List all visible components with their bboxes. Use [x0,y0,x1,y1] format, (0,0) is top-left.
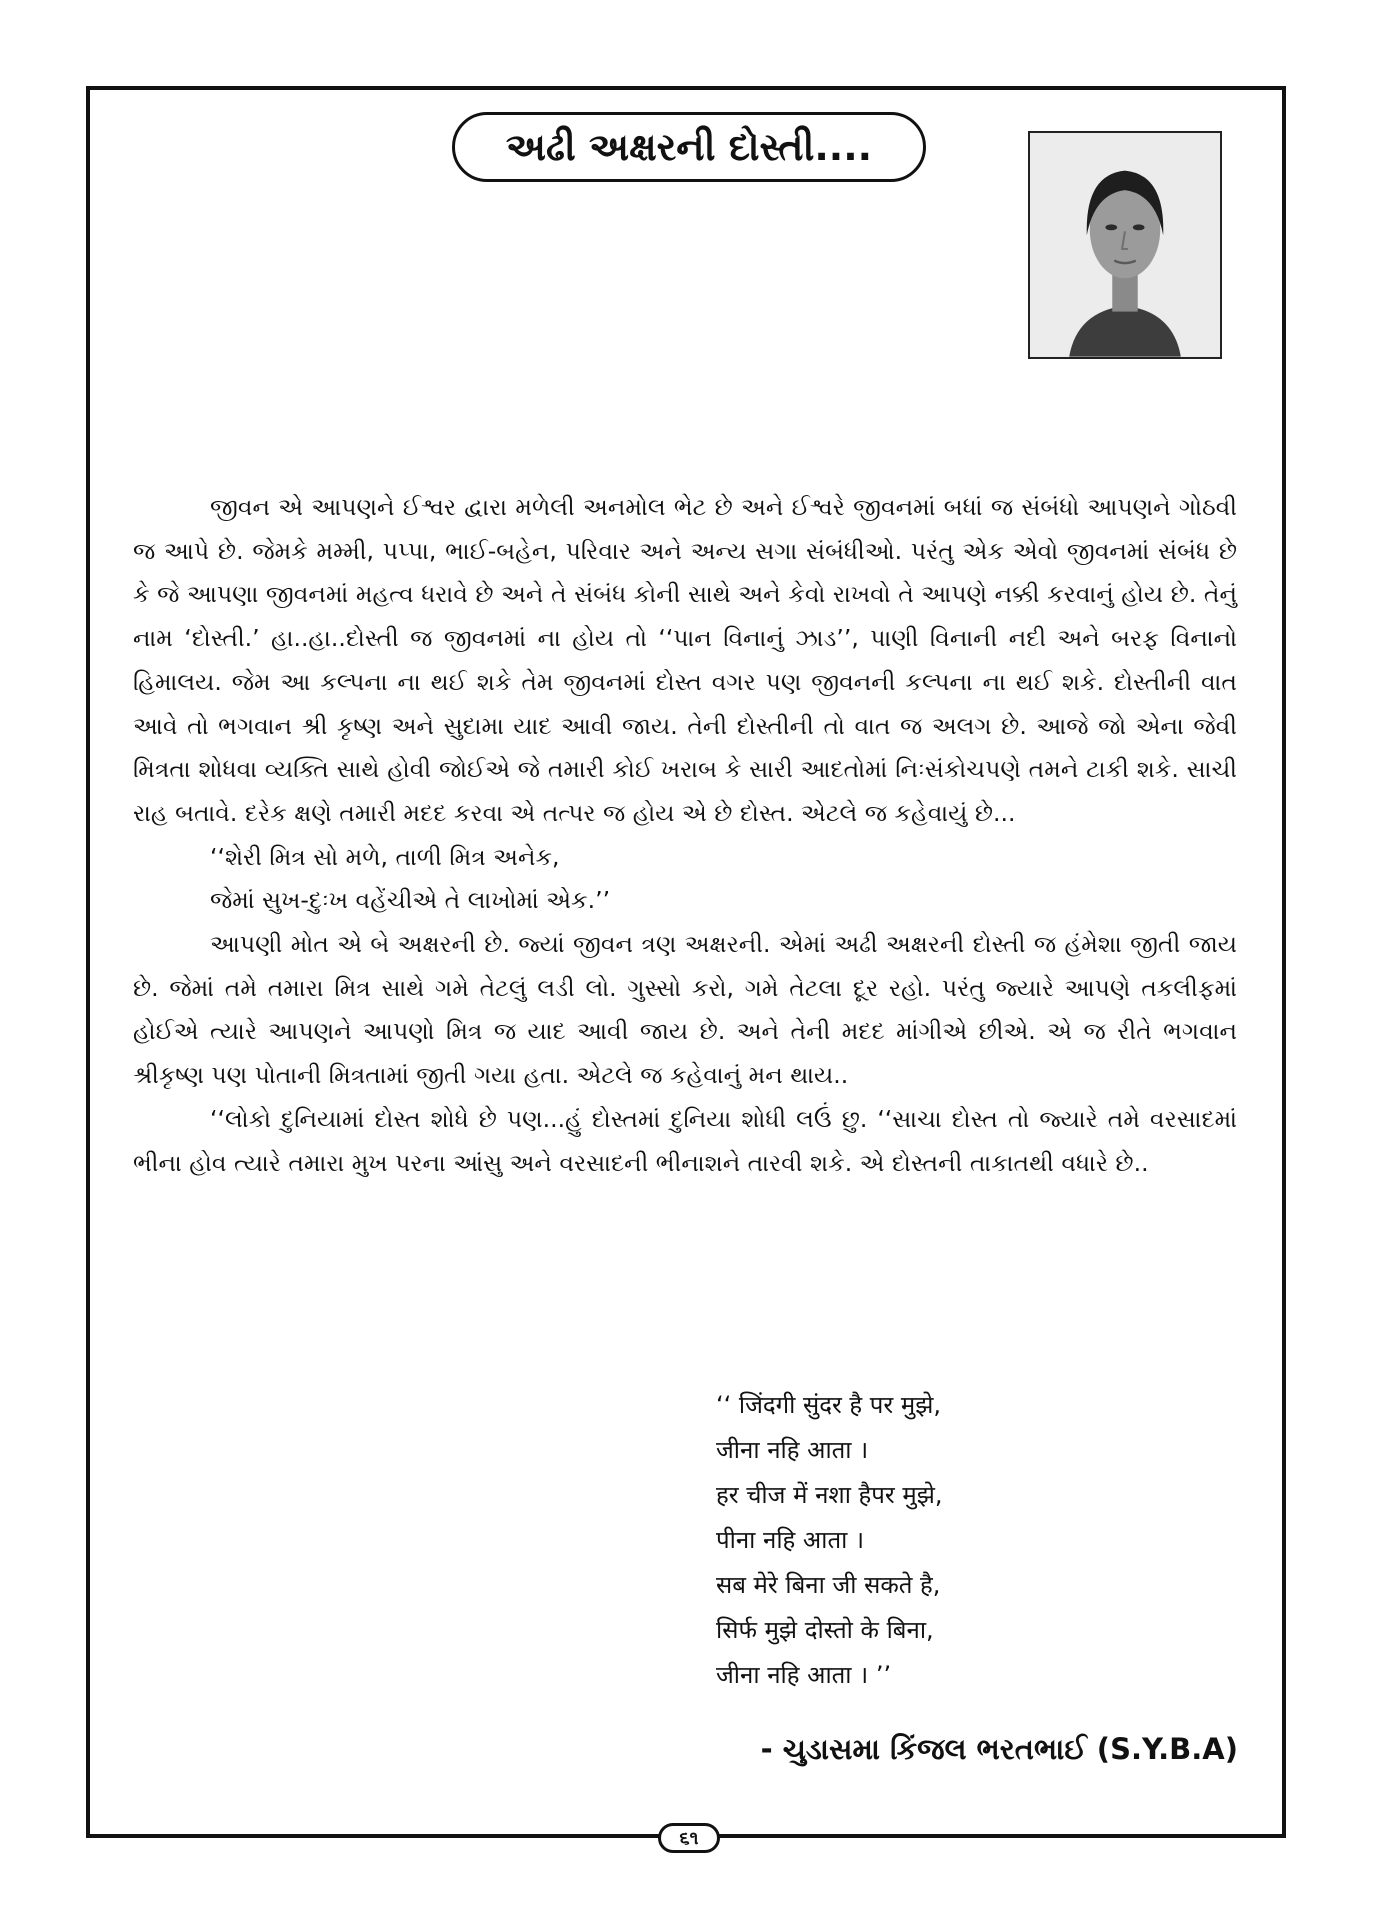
author-signature: - ચુડાસમા કિંજલ ભરતભાઈ (S.Y.B.A) [760,1732,1238,1766]
paragraph-1: જીવન એ આપણને ઈશ્વર દ્વારા મળેલી અનમોલ ભેટ છે અને ઈશ્વરે જીવનમાં બધાં જ સંબંધો આપણને ગોઠવી જ આપે છે. જેમકે મમ્મી, પપ્પા, ભાઈ-બહેન, પરિવાર અને અન્ય સગા સંબંધીઓ. પરંતુ એક એવો જીવનમાં સંબંધ છે કે જે આપણા જીવનમાં મહત્વ ધરાવે છે અને તે સંબંધ કોની સાથે અને કેવો રાખવો તે આપણે નક્કી કરવાનું હોય છે. તેનું નામ ‘દોસ્તી.’ હા..હા..દોસ્તી જ જીવનમાં ના હોય તો ‘‘પાન વિનાનું ઝાડ’’, પાણી વિનાની નદી અને બરફ વિનાનો હિમાલય. જેમ આ કલ્પના ના થઈ શકે તેમ જીવનમાં દોસ્ત વગર પણ જીવનની કલ્પના ના થઈ શકે. દોસ્તીની વાત આવે તો ભગવાન શ્રી કૃષ્ણ અને સુદામા યાદ આવી જાય. તેની દોસ્તીની તો વાત જ અલગ છે. આજે જો એના જેવી મિત્રતા શોધવા વ્યક્તિ સાથે હોવી જોઈએ જે તમારી કોઈ ખરાબ કે સારી આદતોમાં નિઃસંકોચપણે તમને ટાકી શકે. સાચી રાહ બતાવે. દરેક ક્ષણે તમારી મદદ કરવા એ તત્પર જ હોય એ છે દોસ્ત. એટલે જ કહેવાયું છે... [133,493,1237,827]
verse-line-1: ‘‘શેરી મિત્ર સો મળે, તાળી મિત્ર અનેક, [210,842,560,871]
paragraph-3: ‘‘લોકો દુનિયામાં દોસ્ત શોધે છે પણ...હું દોસ્તમાં દુનિયા શોધી લઉં છુ. ‘‘સાચા દોસ્ત તો જ્યારે તમે વરસાદમાં ભીના હોવ ત્યારે તમારા મુખ પરના આંસુ અને વરસાદની ભીનાશને તારવી શકે. એ દોસ્તની તાકાતથી વધારે છે.. [133,1104,1237,1177]
poem-line: पीना नहि आता । [716,1526,865,1554]
page-number: ૬૧ [658,1823,720,1853]
portrait-image [1030,133,1220,357]
paragraph-2: આપણી મોત એ બે અક્ષરની છે. જ્યાં જીવન ત્રણ અક્ષરની. એમાં અઢી અક્ષરની દોસ્તી જ હંમેશા જીતી જાય છે. જેમાં તમે તમારા મિત્ર સાથે ગમે તેટલું લડી લો. ગુસ્સો કરો, ગમે તેટલા દૂર રહો. પરંતુ જ્યારે આપણે તકલીફમાં હોઈએ ત્યારે આપણને આપણો મિત્ર જ યાદ આવી જાય છે. અને તેની મદદ માંગીએ છીએ. એ જ રીતે ભગવાન શ્રીકૃષ્ણ પણ પોતાની મિત્રતામાં જીતી ગયા હતા. એટલે જ કહેવાનું મન થાય.. [133,930,1237,1090]
article-body [133,486,1237,1185]
poem-line: हर चीज में नशा हैपर मुझे, [716,1481,943,1509]
hindi-poem [716,1383,1136,1698]
poem-line: जीना नहि आता । ’’ [716,1661,892,1689]
page-title: અઢી અક્ષરની દોસ્તી.... [452,112,926,182]
poem-line: जीना नहि आता । [716,1436,869,1464]
verse-line-2: જેમાં સુખ-દુઃખ વહેંચીએ તે લાખોમાં એક.’’ [210,886,611,915]
poem-line: ‘‘ जिंदगी सुंदर है पर मुझे, [716,1391,941,1419]
poem-line: सिर्फ मुझे दोस्तो के बिना, [716,1616,934,1644]
author-photo [1028,131,1222,359]
poem-line: सब मेरे बिना जी सकते है, [716,1571,941,1599]
